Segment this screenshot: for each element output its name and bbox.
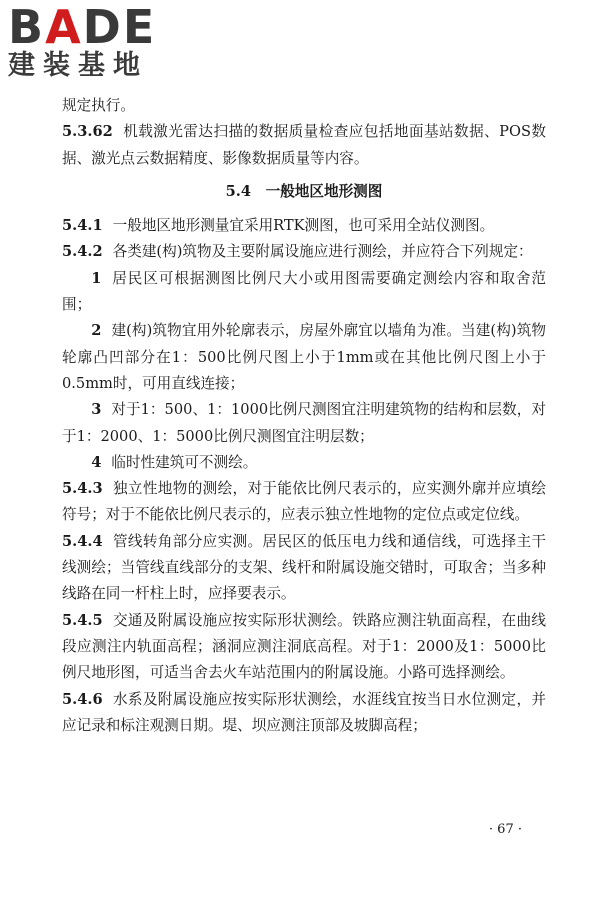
clause-number: 5.4.6 — [62, 690, 103, 708]
bade-logo — [8, 0, 183, 86]
document-body — [62, 93, 546, 739]
clause-paragraph — [62, 687, 546, 740]
clause-text: 水系及附属设施应按实际形状测绘，水涯线宜按当日水位测定，并应记录和标注观测日期。堤、坝应测注顶部及坡脚高程； — [62, 690, 546, 734]
page-number: · 67 · — [488, 822, 522, 837]
clause-number: 3 — [91, 401, 102, 419]
list-item — [62, 450, 546, 476]
logo-letter-a: A — [45, 0, 83, 54]
list-item — [62, 318, 546, 397]
clause-number: 5.3.62 — [62, 123, 113, 141]
clause-paragraph — [62, 529, 546, 608]
clause-number: 5.4.5 — [62, 611, 103, 629]
clause-number: 5.4.2 — [62, 243, 103, 261]
clause-number: 5.4.3 — [62, 480, 103, 498]
clause-number: 2 — [91, 322, 102, 340]
clause-paragraph — [62, 119, 546, 172]
clause-number: 5.4.1 — [62, 217, 103, 235]
clause-text: 居民区可根据测图比例尺大小或用图需要确定测绘内容和取舍范围； — [62, 269, 546, 314]
logo-letters-de: DE — [82, 0, 157, 54]
clause-paragraph — [62, 93, 546, 119]
logo-english-text — [8, 0, 183, 54]
clause-paragraph — [62, 239, 546, 265]
list-item — [62, 397, 546, 450]
clause-text: 规定执行。 — [62, 97, 135, 114]
clause-number: 5.4.4 — [62, 532, 103, 550]
clause-text: 一般地区地形测量宜采用RTK测图，也可采用全站仪测图。 — [112, 217, 495, 235]
clause-text: 交通及附属设施应按实际形状测绘。铁路应测注轨面高程，在曲线段应测注内轨面高程；涵洞应测注洞底高程。对于1：2000及1：5000比例尺地形图，可适当舍去火车站范围内的附属设施。小路可选择测绘。 — [62, 611, 546, 682]
logo-letter-b: B — [8, 0, 46, 54]
clause-text: 机载激光雷达扫描的数据质量检查应包括地面基站数据、POS数据、激光点云数据精度、影像数据质量等内容。 — [62, 123, 546, 167]
list-item — [62, 266, 546, 319]
section-heading: 5.4 一般地区地形测图 — [225, 182, 383, 200]
clause-text: 管线转角部分应实测。居民区的低压电力线和通信线，可选择主干线测绘；当管线直线部分的支架、线杆和附属设施交错时，可取舍；当多种线路在同一杆柱上时，应择要表示。 — [62, 532, 546, 603]
clause-text: 各类建(构)筑物及主要附属设施应进行测绘，并应符合下列规定： — [112, 243, 533, 261]
clause-number: 1 — [91, 269, 102, 287]
clause-text: 对于1：500、1：1000比例尺测图宜注明建筑物的结构和层数，对于1：2000、1：5000比例尺测图宜注明层数； — [62, 401, 546, 445]
logo-chinese-text: 建装基地 — [8, 50, 148, 81]
clause-paragraph — [62, 608, 546, 687]
clause-text: 独立性地物的测绘，对于能依比例尺表示的，应实测外廓并应填绘符号；对于不能依比例尺表示的，应表示独立性地物的定位点或定位线。 — [62, 480, 546, 524]
clause-text: 建(构)筑物宜用外轮廓表示，房屋外廓宜以墙角为准。当建(构)筑物轮廓凸凹部分在1：500比例尺图上小于1mm或在其他比例尺图上小于0.5mm时，可用直线连接； — [62, 322, 546, 392]
clause-paragraph — [62, 213, 546, 239]
clause-paragraph — [62, 476, 546, 529]
clause-text: 临时性建筑可不测绘。 — [111, 453, 258, 471]
clause-number: 4 — [91, 453, 102, 471]
